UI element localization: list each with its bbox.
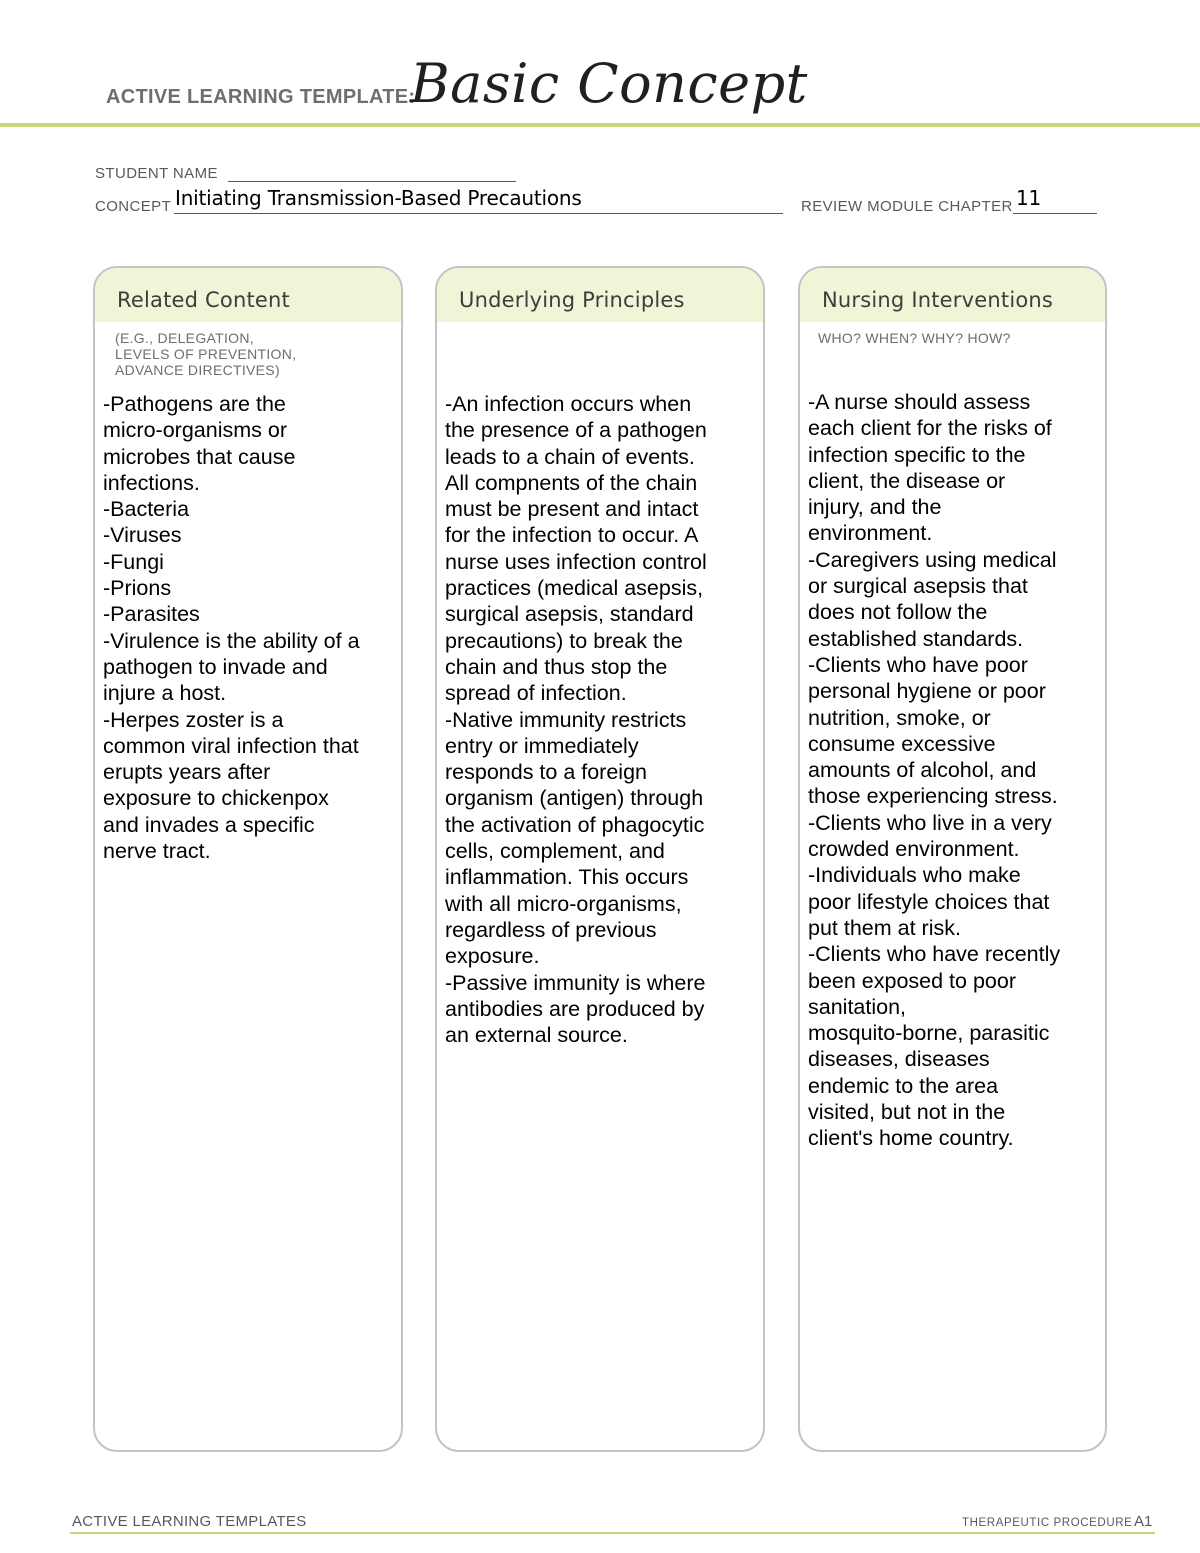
concept-line <box>174 213 783 214</box>
footer-right-label: THERAPEUTIC PROCEDURE <box>962 1517 1133 1529</box>
footer-left-label: ACTIVE LEARNING TEMPLATES <box>72 1513 307 1530</box>
related-content-header <box>95 268 401 322</box>
underlying-principles-body[interactable]: -An infection occurs when the presence of a pathogen leads to a chain of events. All compnents of the chain must be present and intact for the infection to occur. A nurse uses infection control practices (medical asepsis, surgical asepsis, standard precautions) to break the chain and thus stop the spread of infection. -Native immunity restricts entry or immediately responds to a foreign organism (antigen) through the activation of phagocytic cells, complement, and inflammation. This occurs with all micro-organisms, regardless of previous exposure. -Passive immunity is where antibodies are produced by an external source. <box>445 392 707 1048</box>
review-module-line <box>1013 213 1097 214</box>
review-module-label: REVIEW MODULE CHAPTER <box>801 198 1013 215</box>
nursing-interventions-subtitle: WHO? WHEN? WHY? HOW? <box>818 330 1011 346</box>
template-title: Basic Concept <box>410 52 808 115</box>
page-header <box>0 0 1200 130</box>
footer-rule <box>70 1532 1155 1534</box>
student-name-line <box>228 181 516 182</box>
related-content-body[interactable]: -Pathogens are the micro-organisms or microbes that cause infections. -Bacteria -Viruses -Fungi -Prions -Parasites -Virulence is the ability of a pathogen to invade and injure a host. -Herpes zoster is a common viral infection that erupts years after exposure to chickenpox and invades a specific nerve tract. <box>103 392 360 864</box>
nursing-interventions-header <box>800 268 1105 322</box>
underlying-principles-header <box>437 268 763 322</box>
concept-field[interactable]: Initiating Transmission-Based Precautions <box>175 186 582 210</box>
related-content-subtitle: (E.G., DELEGATION, LEVELS OF PREVENTION, ADVANCE DIRECTIVES) <box>115 330 297 378</box>
nursing-interventions-card <box>798 266 1107 1452</box>
header-rule <box>0 123 1200 127</box>
related-content-card <box>93 266 403 1452</box>
review-module-field[interactable]: 11 <box>1016 186 1042 210</box>
concept-label: CONCEPT <box>95 198 172 215</box>
template-label: ACTIVE LEARNING TEMPLATE: <box>106 86 416 108</box>
underlying-principles-title: Underlying Principles <box>459 288 685 312</box>
nursing-interventions-title: Nursing Interventions <box>822 288 1054 312</box>
footer-code: A1 <box>1134 1513 1153 1530</box>
related-content-title: Related Content <box>117 288 290 312</box>
student-name-label: STUDENT NAME <box>95 165 218 182</box>
underlying-principles-card <box>435 266 765 1452</box>
nursing-interventions-body[interactable]: -A nurse should assess each client for the risks of infection specific to the client, the disease or injury, and the environment. -Caregivers using medical or surgical asepsis that does not follow the established standards. -Clients who have poor personal hygiene or poor nutrition, smoke, or consume excessive amounts of alcohol, and those experiencing stress. -Clients who live in a very crowded environment. -Individuals who make poor lifestyle choices that put them at risk. -Clients who have recently been exposed to poor sanitation, mosquito-borne, parasitic diseases, diseases endemic to the area visited, but not in the client's home country. <box>808 390 1061 1151</box>
